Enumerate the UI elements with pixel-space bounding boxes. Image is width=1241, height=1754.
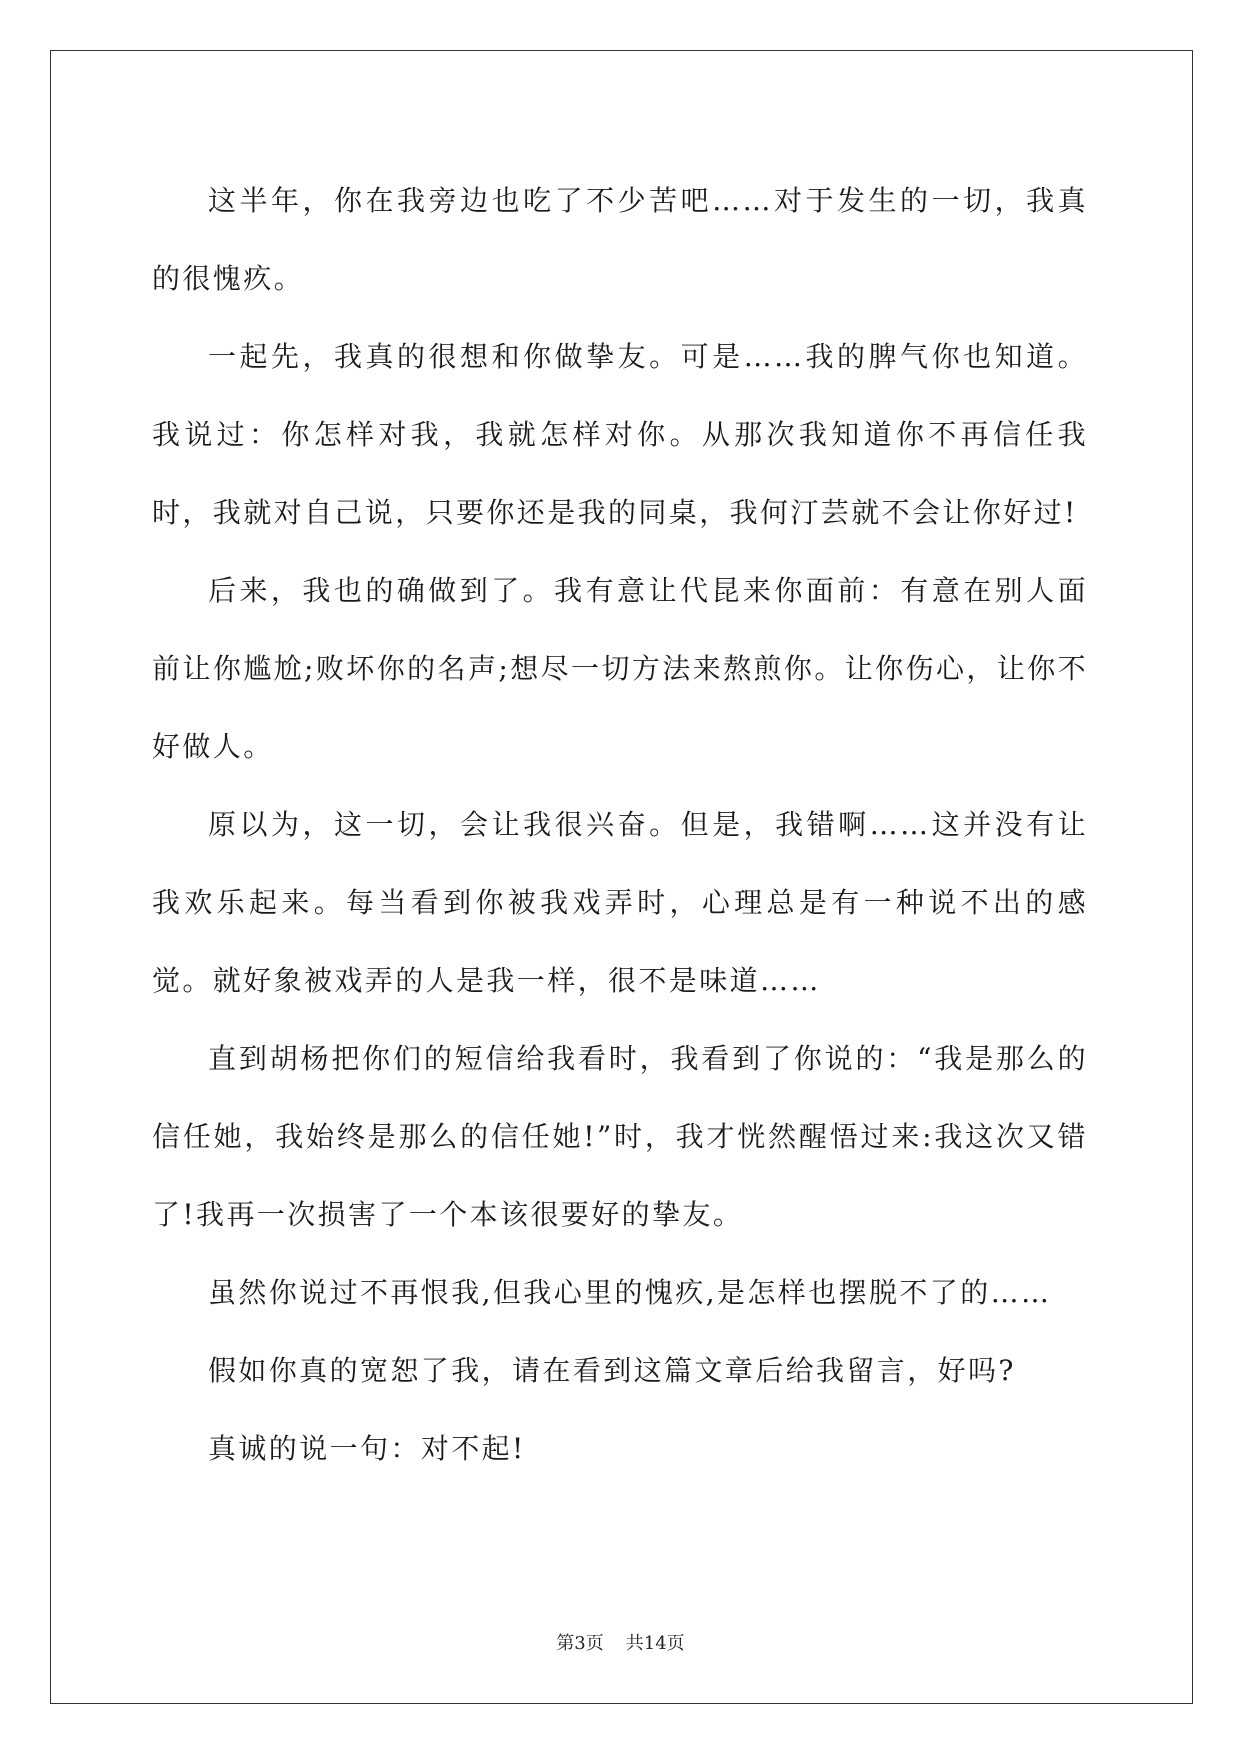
page-footer bbox=[0, 1632, 1241, 1656]
paragraph-6: 虽然你说过不再恨我,但我心里的愧疚,是怎样也摆脱不了的…… bbox=[208, 1276, 1052, 1309]
paragraph-3: 后来，我也的确做到了。我有意让代昆来你面前：有意在别人面前让你尴尬;败坏你的名声;想尽一切方法来熬煎你。让你伤心，让你不好做人。 bbox=[152, 574, 1088, 763]
paragraph-5: 直到胡杨把你们的短信给我看时，我看到了你说的：“我是那么的信任她，我始终是那么的信任她!”时，我才恍然醒悟过来:我这次又错了!我再一次损害了一个本该很要好的挚友。 bbox=[152, 1042, 1088, 1231]
page-total: 共14页 bbox=[625, 1633, 685, 1654]
paragraph-8: 真诚的说一句：对不起! bbox=[208, 1432, 526, 1465]
paragraph-2: 一起先，我真的很想和你做挚友。可是……我的脾气你也知道。我说过：你怎样对我，我就怎样对你。从那次我知道你不再信任我时，我就对自己说，只要你还是我的同桌，我何汀芸就不会让你好过! bbox=[152, 340, 1088, 529]
page-number: 第3页 bbox=[556, 1633, 604, 1654]
paragraph-1: 这半年，你在我旁边也吃了不少苦吧……对于发生的一切，我真的很愧疚。 bbox=[152, 184, 1088, 295]
document-body bbox=[152, 162, 1088, 1488]
paragraph-4: 原以为，这一切，会让我很兴奋。但是，我错啊……这并没有让我欢乐起来。每当看到你被我戏弄时，心理总是有一种说不出的感觉。就好象被戏弄的人是我一样，很不是味道…… bbox=[152, 808, 1088, 997]
paragraph-7: 假如你真的宽恕了我，请在看到这篇文章后给我留言，好吗? bbox=[208, 1354, 1016, 1387]
